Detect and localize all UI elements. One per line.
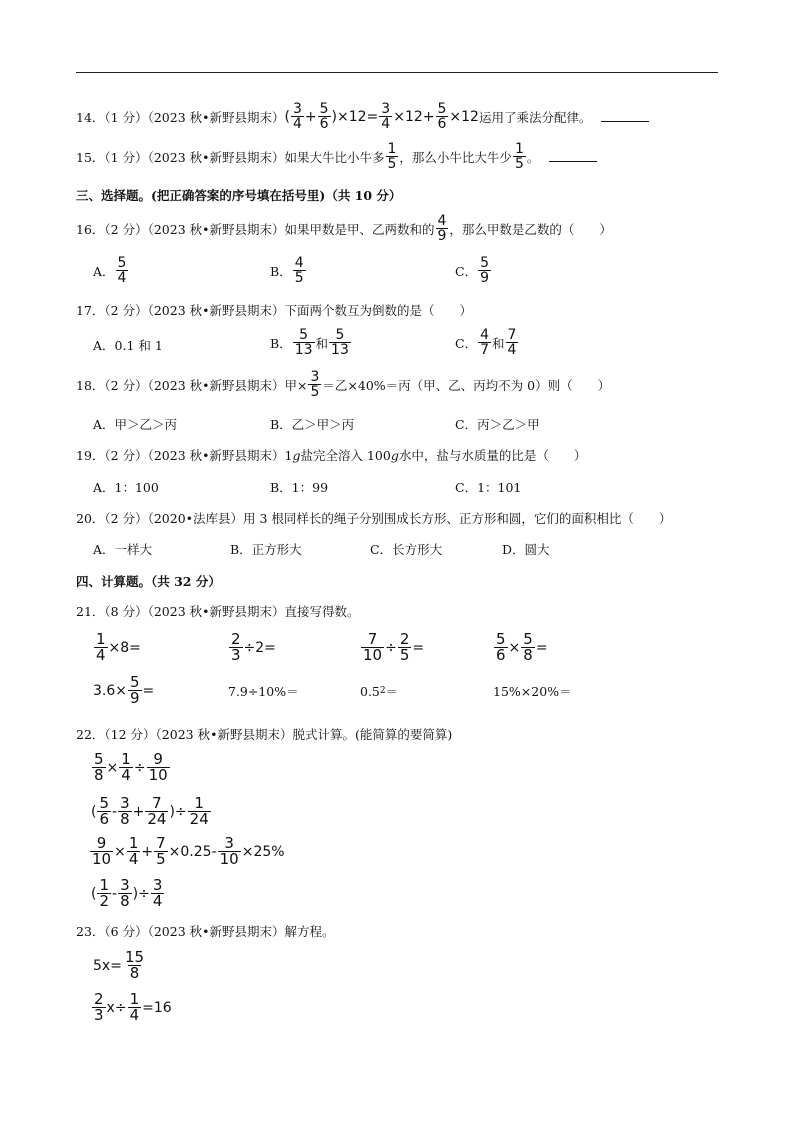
q22-expr-4: ( 1 2 - 3 8 )÷ $\frac{3}{4}$	[91, 876, 163, 910]
question-22: 22．（12 分）（2023 秋•新野县期末）脱式计算。(能简算的要简算)	[76, 727, 453, 742]
q20-option-d[interactable]: D．圆大	[502, 542, 550, 557]
q22-expr-2: ( 5 6 - 3 8 + $\frac{7}{24}$ )÷ $\frac{1}{24}$	[91, 794, 209, 828]
question-18: 18．（2 分）（2023 秋•新野县期末）甲× $\frac{3}{5}$ ＝乙×40%＝丙（甲、乙、丙均不为 0）则（ ）	[76, 369, 611, 400]
question-20: 20．（2 分）（2020•法库县）用 3 根同样长的绳子分别围成长方形、正方形和圆，它们的面积相比（ ）	[76, 511, 672, 526]
q16-option-b[interactable]: B． 4 5	[270, 255, 304, 286]
question-17: 17．（2 分）（2023 秋•新野县期末）下面两个数互为倒数的是（ ）	[76, 303, 472, 318]
question-19: 19．（2 分）（2023 秋•新野县期末）1 g 盐完全溶入 100 g 水中，盐与水质量的比是（ ）	[76, 447, 587, 463]
q16-option-c[interactable]: C． 5 9	[455, 255, 489, 286]
q21-expr-7: 0.5 2 ＝	[360, 683, 399, 699]
question-21: 21．（8 分）（2023 秋•新野县期末）直接写得数。	[76, 604, 360, 619]
q23-equation-1: 5x= $\frac{15}{8}$	[93, 948, 145, 982]
q21-expr-3: $\frac{7}{10}$ ÷ $\frac{2}{5}$ =	[363, 630, 425, 664]
question-15: 15．（1 分）（2023 秋•新野县期末）如果大牛比小牛多 1 5 ，那么小牛比大牛少 1 5 。	[76, 142, 597, 171]
q20-option-c[interactable]: C．长方形大	[370, 542, 443, 557]
answer-blank[interactable]	[549, 151, 597, 162]
q16-option-a[interactable]: A． 5 4	[93, 255, 127, 286]
q21-expr-6: 7.9÷10%＝	[228, 684, 299, 699]
q22-expr-3: $\frac{9}{10}$ × $\frac{1}{4}$ + $\frac{7}{5}$ ×0.25- $\frac{3}{10}$ ×25%	[92, 834, 285, 868]
q21-expr-1: $\frac{1}{4}$ ×8=	[96, 630, 141, 664]
q14-prefix: 14．（1 分）（2023 秋•新野县期末）	[76, 109, 285, 125]
q21-expr-5: 3.6× $\frac{5}{9}$ =	[93, 673, 155, 707]
question-16: 16．（2 分）（2023 秋•新野县期末）如果甲数是甲、乙两数和的 4 9 ，那么甲数是乙数的（ ）	[76, 213, 612, 244]
q17-option-a[interactable]: A．0.1 和 1	[93, 338, 163, 353]
question-23: 23．（6 分）（2023 秋•新野县期末）解方程。	[76, 924, 335, 939]
q23-equation-2: 2 3 x÷ $\frac{1}{4}$ =16	[94, 990, 172, 1024]
q17-option-c[interactable]: C． 4 7 和 7 4	[455, 327, 517, 358]
q14-text: 运用了乘法分配律。	[478, 109, 592, 125]
q17-option-b[interactable]: B． 5 13 和 5 13	[270, 327, 349, 358]
q19-option-c[interactable]: C．1：101	[455, 480, 522, 495]
q21-expr-8: 15%×20%＝	[493, 684, 572, 699]
q22-expr-1: $\frac{5}{8}$ × $\frac{1}{4}$ ÷ $\frac{9}{10}$	[94, 750, 168, 784]
q20-option-a[interactable]: A．一样大	[93, 542, 153, 557]
q20-option-b[interactable]: B．正方形大	[230, 542, 302, 557]
question-14: 14．（1 分）（2023 秋•新野县期末） ( 3 4 + $\frac{5}{6}$ )×12= $\frac{3}{4}$ ×12+ $\frac{5}{6}$ ×12 运用了乘法分配律。	[76, 102, 649, 131]
q19-option-b[interactable]: B．1：99	[270, 480, 329, 495]
answer-blank[interactable]	[601, 111, 649, 122]
q18-option-a[interactable]: A．甲＞乙＞丙	[93, 417, 178, 432]
section-4-title: 四、计算题。（共 32 分）	[76, 574, 221, 589]
q18-option-c[interactable]: C．丙＞乙＞甲	[455, 417, 540, 432]
section-3-title: 三、选择题。(把正确答案的序号填在括号里)（共 10 分）	[76, 188, 402, 203]
q21-expr-2: $\frac{2}{3}$ ÷2=	[231, 630, 276, 664]
q19-option-a[interactable]: A．1：100	[93, 480, 159, 495]
q18-option-b[interactable]: B．乙＞甲＞丙	[270, 417, 355, 432]
header-rule	[76, 72, 718, 73]
q21-expr-4: $\frac{5}{6}$ × $\frac{5}{8}$ =	[496, 630, 548, 664]
